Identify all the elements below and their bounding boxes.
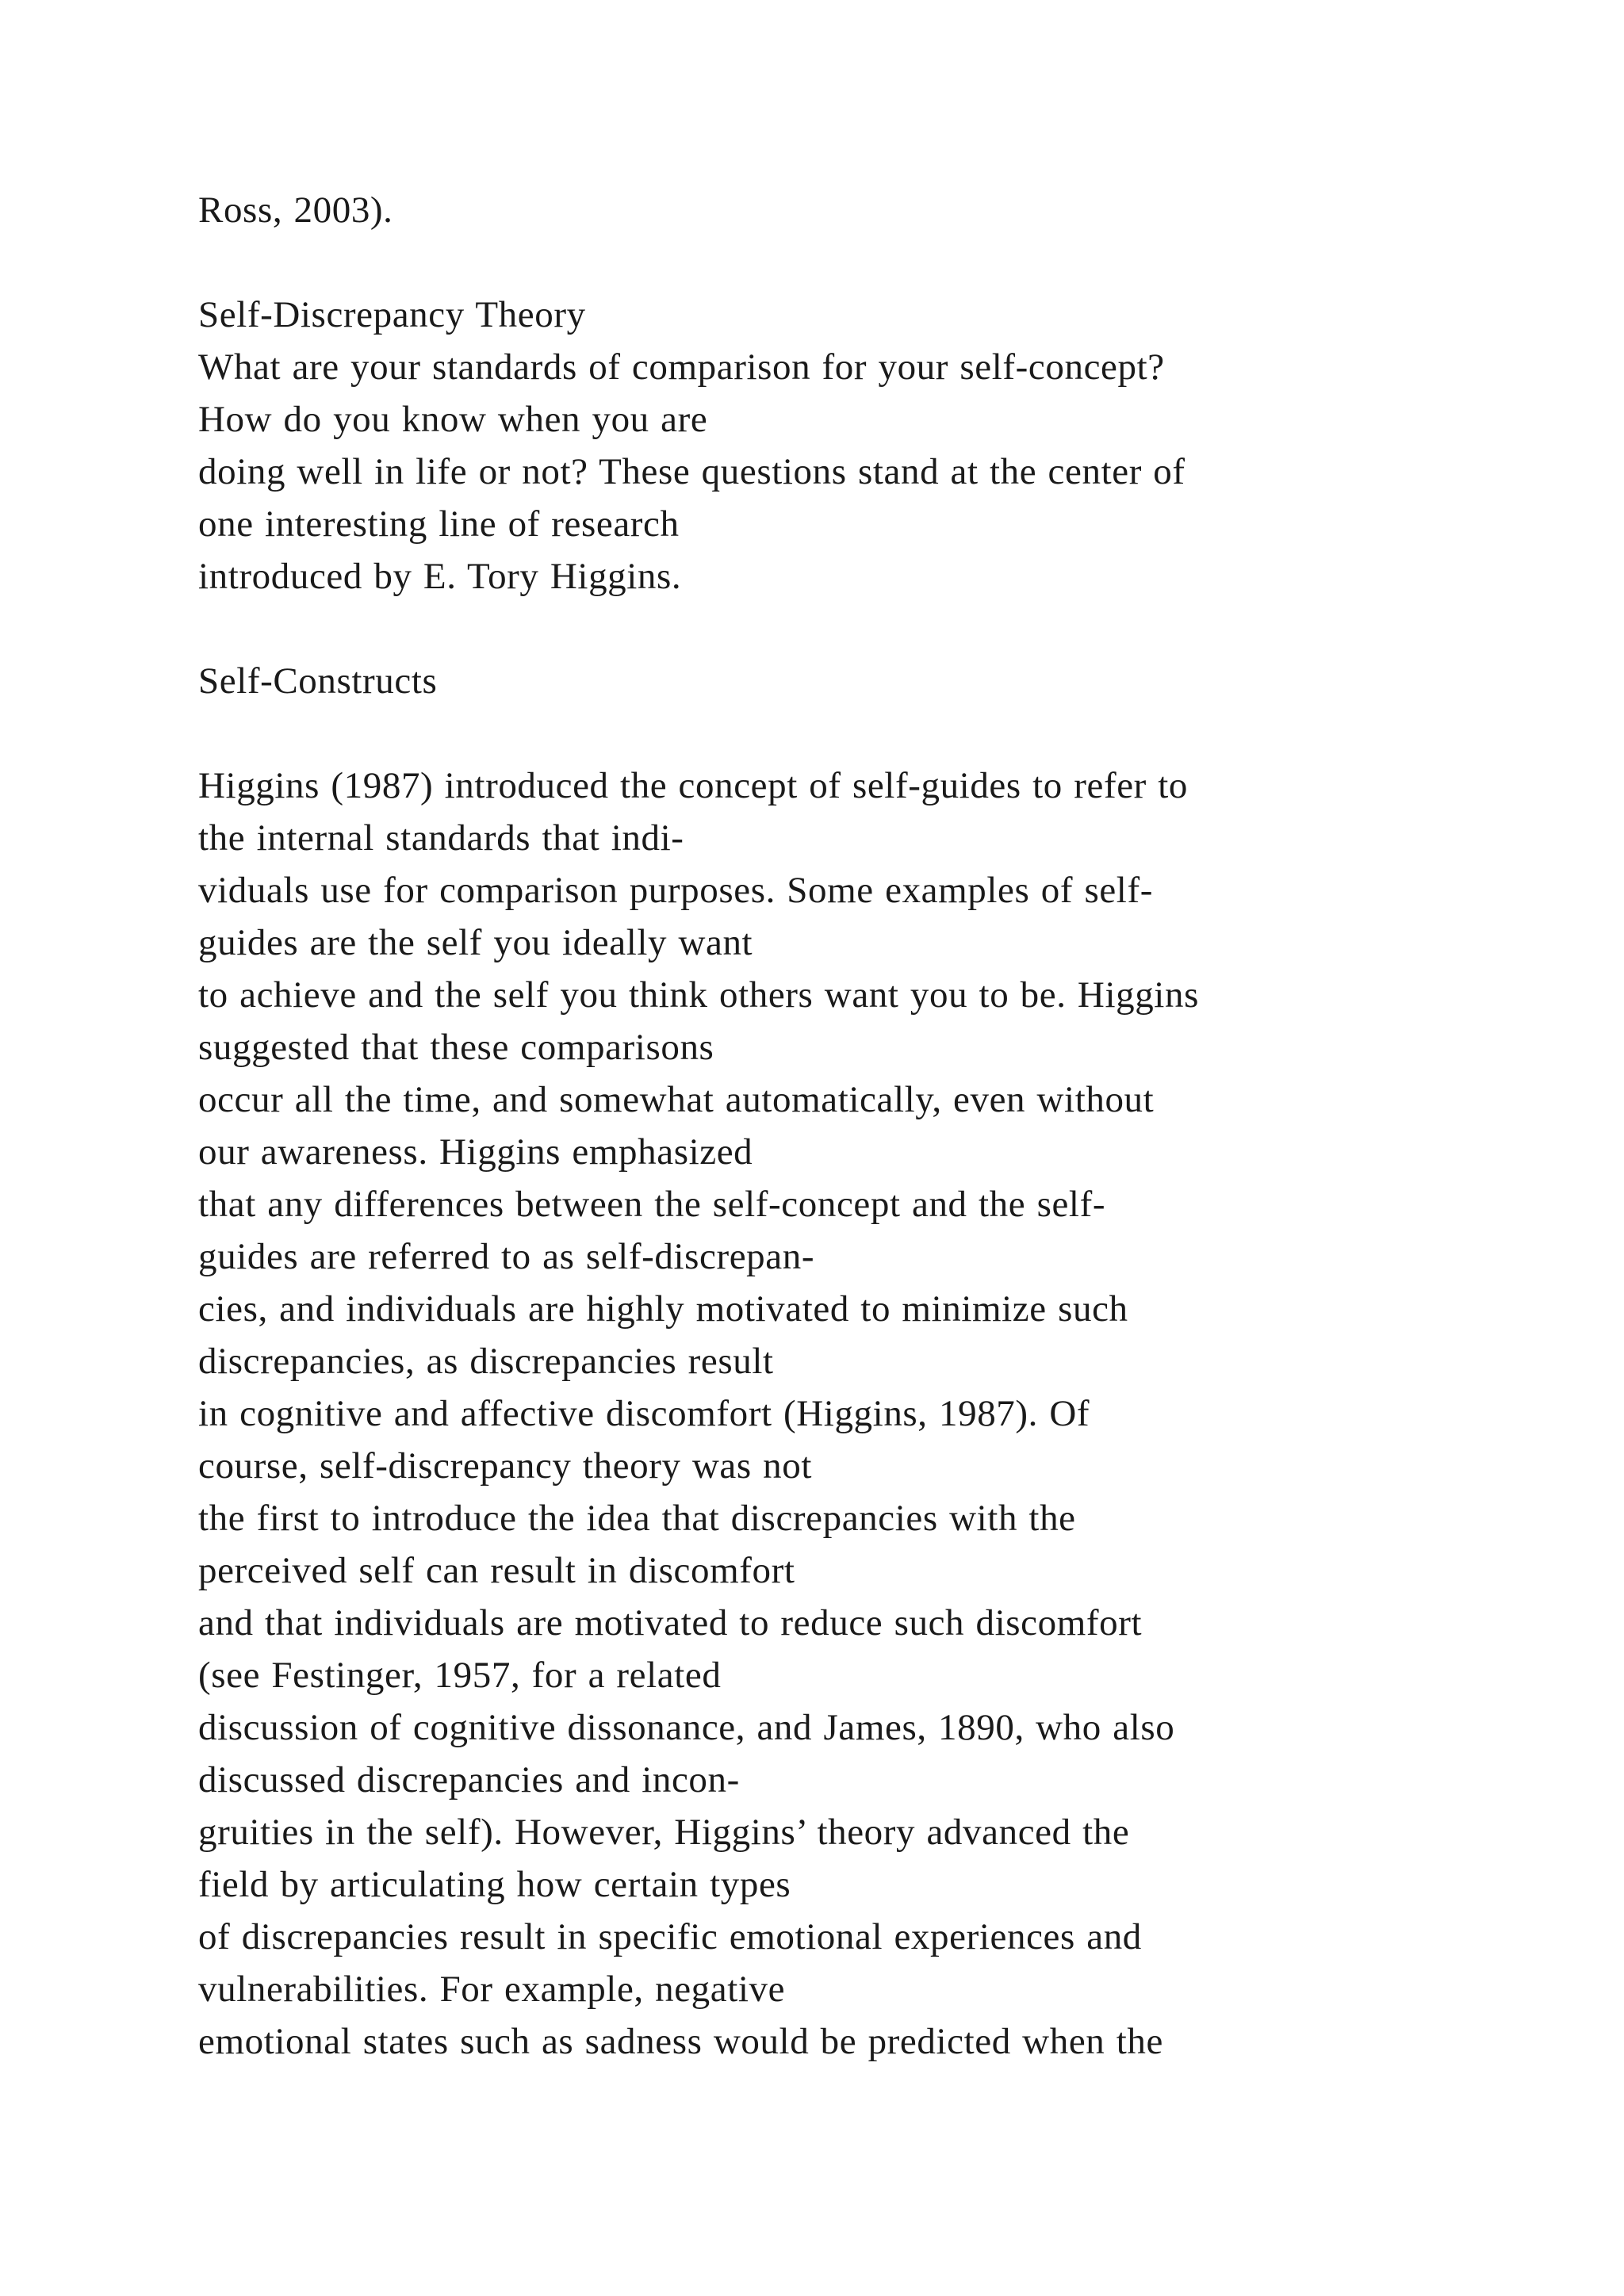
- intro-line: doing well in life or not? These questions stand at the center of: [198, 451, 1185, 492]
- body-line: guides are referred to as self-discrepan-: [198, 1236, 815, 1277]
- body-line: suggested that these comparisons: [198, 1027, 714, 1068]
- paragraph-gap: [198, 707, 1562, 760]
- body-line: of discrepancies result in specific emotional experiences and: [198, 1916, 1142, 1957]
- body-line: gruities in the self). However, Higgins’ theory advanced the: [198, 1812, 1130, 1853]
- paragraph-gap: [198, 236, 1562, 289]
- body-line: to achieve and the self you think others want you to be. Higgins: [198, 974, 1199, 1016]
- opening-fragment: Ross, 2003).: [198, 189, 393, 231]
- subsection-heading: Self-Constructs: [198, 660, 438, 702]
- body-line: Higgins (1987) introduced the concept of self-guides to refer to: [198, 765, 1189, 806]
- body-line: occur all the time, and somewhat automatically, even without: [198, 1079, 1155, 1120]
- body-line: and that individuals are motivated to reduce such discomfort: [198, 1602, 1143, 1644]
- intro-line: introduced by E. Tory Higgins.: [198, 556, 682, 597]
- intro-line: What are your standards of comparison for your self-concept?: [198, 346, 1165, 388]
- body-line: the first to introduce the idea that discrepancies with the: [198, 1498, 1076, 1539]
- body-line: discussed discrepancies and incon-: [198, 1759, 740, 1800]
- body-line: the internal standards that indi-: [198, 817, 684, 859]
- document-text: [198, 184, 1562, 2068]
- body-line: vulnerabilities. For example, negative: [198, 1969, 786, 2010]
- body-line: (see Festinger, 1957, for a related: [198, 1655, 722, 1696]
- body-line: discrepancies, as discrepancies result: [198, 1341, 774, 1382]
- body-line: cies, and individuals are highly motivated to minimize such: [198, 1288, 1128, 1330]
- body-line: perceived self can result in discomfort: [198, 1550, 795, 1591]
- section-heading: Self-Discrepancy Theory: [198, 294, 586, 335]
- intro-line: How do you know when you are: [198, 399, 708, 440]
- body-line: field by articulating how certain types: [198, 1864, 791, 1905]
- paragraph-gap: [198, 603, 1562, 655]
- body-line: that any differences between the self-concept and the self-: [198, 1184, 1106, 1225]
- body-line: viduals use for comparison purposes. Some examples of self-: [198, 870, 1153, 911]
- body-line: discussion of cognitive dissonance, and James, 1890, who also: [198, 1707, 1175, 1748]
- body-line: course, self-discrepancy theory was not: [198, 1445, 812, 1487]
- body-line: in cognitive and affective discomfort (Higgins, 1987). Of: [198, 1393, 1090, 1434]
- intro-line: one interesting line of research: [198, 503, 680, 545]
- body-line: guides are the self you ideally want: [198, 922, 753, 963]
- body-line: emotional states such as sadness would be predicted when the: [198, 2021, 1163, 2062]
- body-line: our awareness. Higgins emphasized: [198, 1131, 753, 1173]
